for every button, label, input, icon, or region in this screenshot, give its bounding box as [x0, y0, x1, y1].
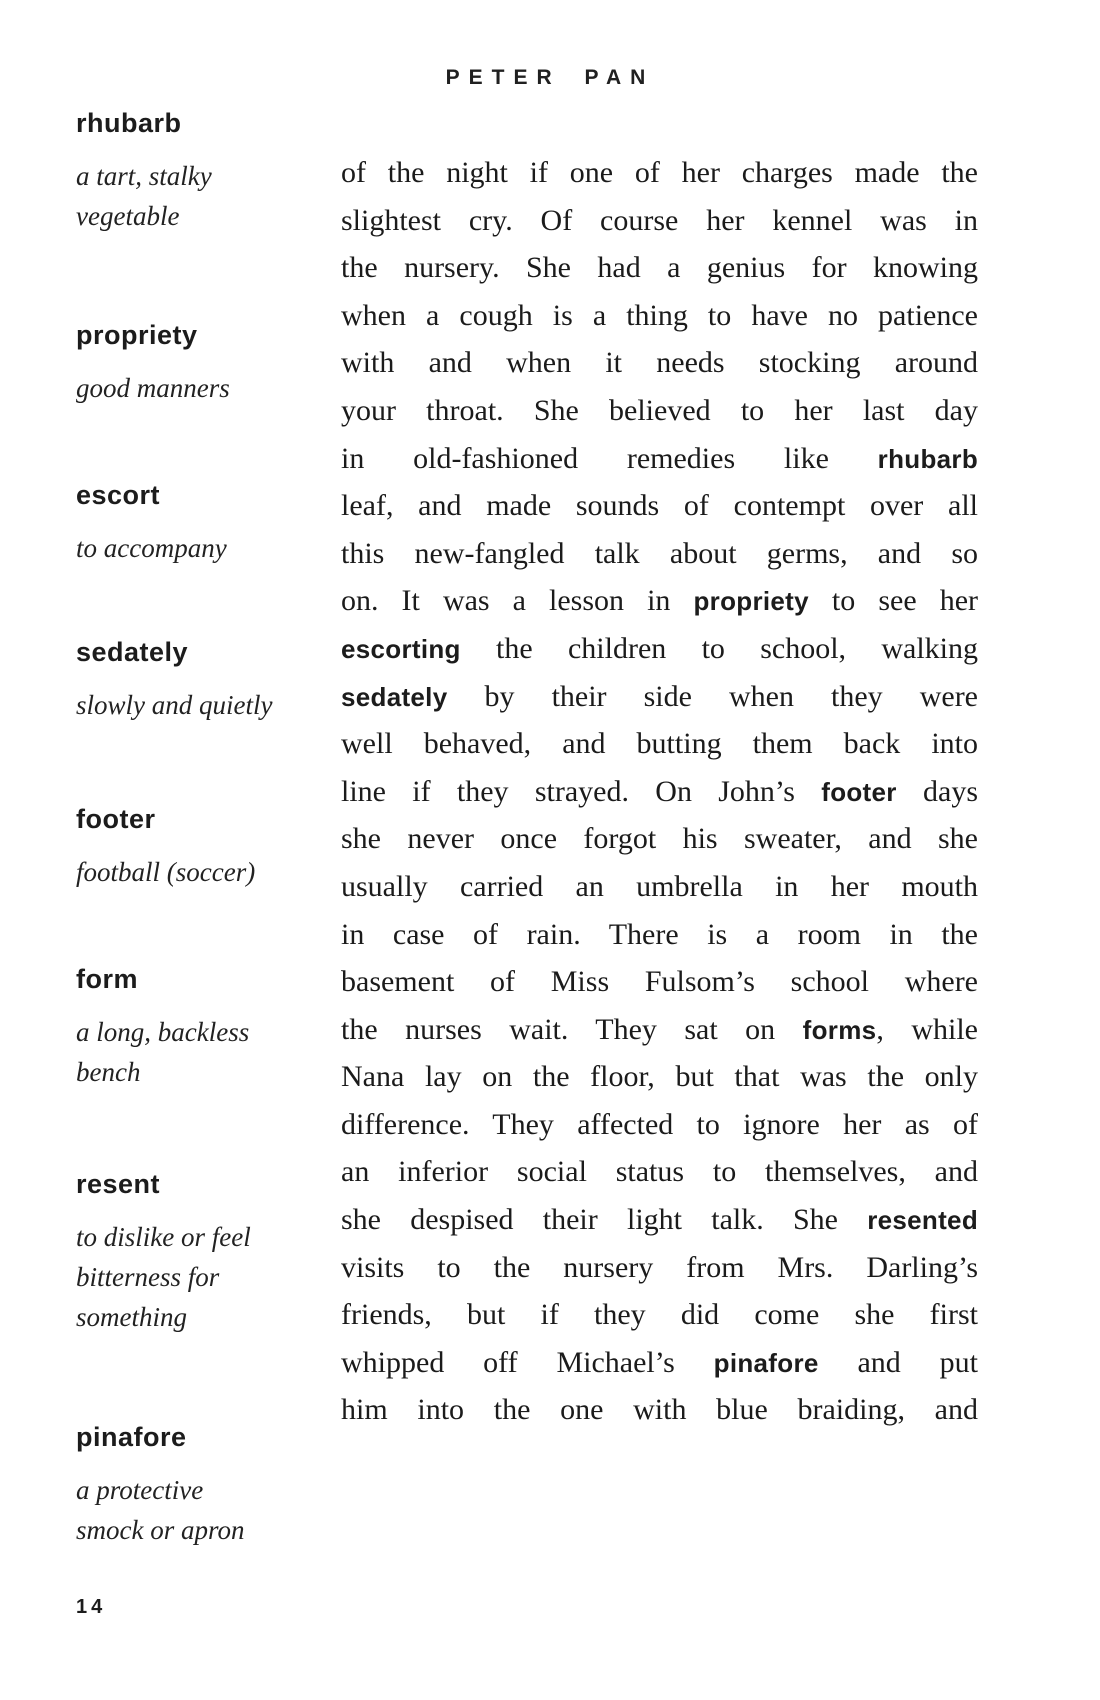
glossary-definition-line: bench — [76, 1057, 141, 1087]
glossary-definition — [76, 685, 328, 725]
body-text-line: your throat. She believed to her last day — [341, 393, 978, 427]
vocab-word: propriety — [693, 586, 809, 617]
body-text — [341, 149, 978, 1434]
body-text-line: basement of Miss Fulsom’s school where — [341, 965, 978, 999]
glossary-definition — [76, 1012, 328, 1092]
body-text-line: visits to the nursery from Mrs. Darling’s — [341, 1250, 978, 1284]
body-text-line: she despised their light talk. She resented — [341, 1203, 978, 1237]
glossary-entry — [76, 318, 328, 408]
glossary-definition — [76, 528, 328, 568]
vocab-word: sedately — [341, 681, 448, 712]
body-text-line: in old-fashioned remedies like rhubarb — [341, 441, 978, 475]
body-text-line: she never once forgot his sweater, and she — [341, 822, 978, 856]
glossary-term: form — [76, 964, 138, 994]
body-text-line: friends, but if they did come she first — [341, 1298, 978, 1332]
glossary-term: sedately — [76, 637, 189, 667]
body-text-line: an inferior social status to themselves, and — [341, 1155, 978, 1189]
glossary-definition-line: a tart, stalky — [76, 161, 212, 191]
glossary-definition-line: to dislike or feel — [76, 1222, 251, 1252]
glossary-definition-line: something — [76, 1302, 187, 1332]
glossary-term: footer — [76, 804, 156, 834]
vocab-word: footer — [821, 776, 897, 807]
glossary-term: propriety — [76, 320, 198, 350]
glossary-definition-line: a long, backless — [76, 1017, 250, 1047]
vocab-word: forms — [802, 1014, 877, 1045]
body-text-line: him into the one with blue braiding, and — [341, 1393, 978, 1427]
body-text-line: slightest cry. Of course her kennel was in — [341, 203, 978, 237]
body-text-line: leaf, and made sounds of contempt over all — [341, 489, 978, 523]
glossary-definition — [76, 1217, 328, 1337]
body-text-line: the nurses wait. They sat on forms, while — [341, 1012, 978, 1046]
body-text-line: usually carried an umbrella in her mouth — [341, 869, 978, 903]
glossary-definition — [76, 368, 328, 408]
glossary-entry — [76, 1420, 328, 1550]
glossary-definition — [76, 852, 328, 892]
glossary-definition — [76, 156, 328, 236]
body-text-line: with and when it needs stocking around — [341, 346, 978, 380]
body-text-line: Nana lay on the floor, but that was the only — [341, 1060, 978, 1094]
glossary-definition-line: a protective — [76, 1475, 204, 1505]
glossary-entry — [76, 802, 328, 892]
body-text-line: line if they strayed. On John’s footer days — [341, 774, 978, 808]
body-text-line: whipped off Michael’s pinafore and put — [341, 1345, 979, 1379]
glossary-entry — [76, 106, 328, 236]
vocab-word: resented — [867, 1205, 978, 1236]
glossary-definition-line: good manners — [76, 373, 230, 403]
body-text-line: of the night if one of her charges made the — [341, 156, 978, 189]
glossary-term: resent — [76, 1169, 161, 1199]
vocab-word: rhubarb — [877, 443, 978, 474]
body-text-line: this new-fangled talk about germs, and so — [341, 536, 978, 570]
body-text-line: the nursery. She had a genius for knowing — [341, 251, 978, 285]
vocab-word: pinafore — [713, 1347, 819, 1378]
page-number: 14 — [76, 1596, 107, 1618]
body-text-line: in case of rain. There is a room in the — [341, 917, 978, 951]
body-text-line: sedately by their side when they were — [341, 679, 978, 713]
glossary-definition-line: slowly and quietly — [76, 690, 273, 720]
glossary-definition-line: to accompany — [76, 533, 227, 563]
glossary-definition-line: smock or apron — [76, 1515, 245, 1545]
glossary-definition-line: bitterness for — [76, 1262, 220, 1292]
glossary-entry — [76, 635, 328, 725]
glossary-term: pinafore — [76, 1422, 187, 1452]
glossary-entry — [76, 1167, 328, 1337]
glossary-definition-line: football (soccer) — [76, 857, 256, 887]
body-text-line: when a cough is a thing to have no patience — [341, 298, 978, 332]
vocab-word: escorting — [341, 633, 461, 664]
body-text-line: escorting the children to school, walking — [341, 631, 978, 665]
glossary-term: rhubarb — [76, 108, 182, 138]
glossary-entry — [76, 478, 328, 568]
body-text-line: on. It was a lesson in propriety to see her — [341, 584, 978, 618]
page-header-title: PETER PAN — [445, 66, 655, 89]
glossary-term: escort — [76, 480, 161, 510]
glossary-definition — [76, 1470, 328, 1550]
body-text-line: difference. They affected to ignore her as of — [341, 1107, 978, 1141]
body-text-line: well behaved, and butting them back into — [341, 727, 978, 761]
glossary-entry — [76, 962, 328, 1092]
glossary-definition-line: vegetable — [76, 201, 180, 231]
